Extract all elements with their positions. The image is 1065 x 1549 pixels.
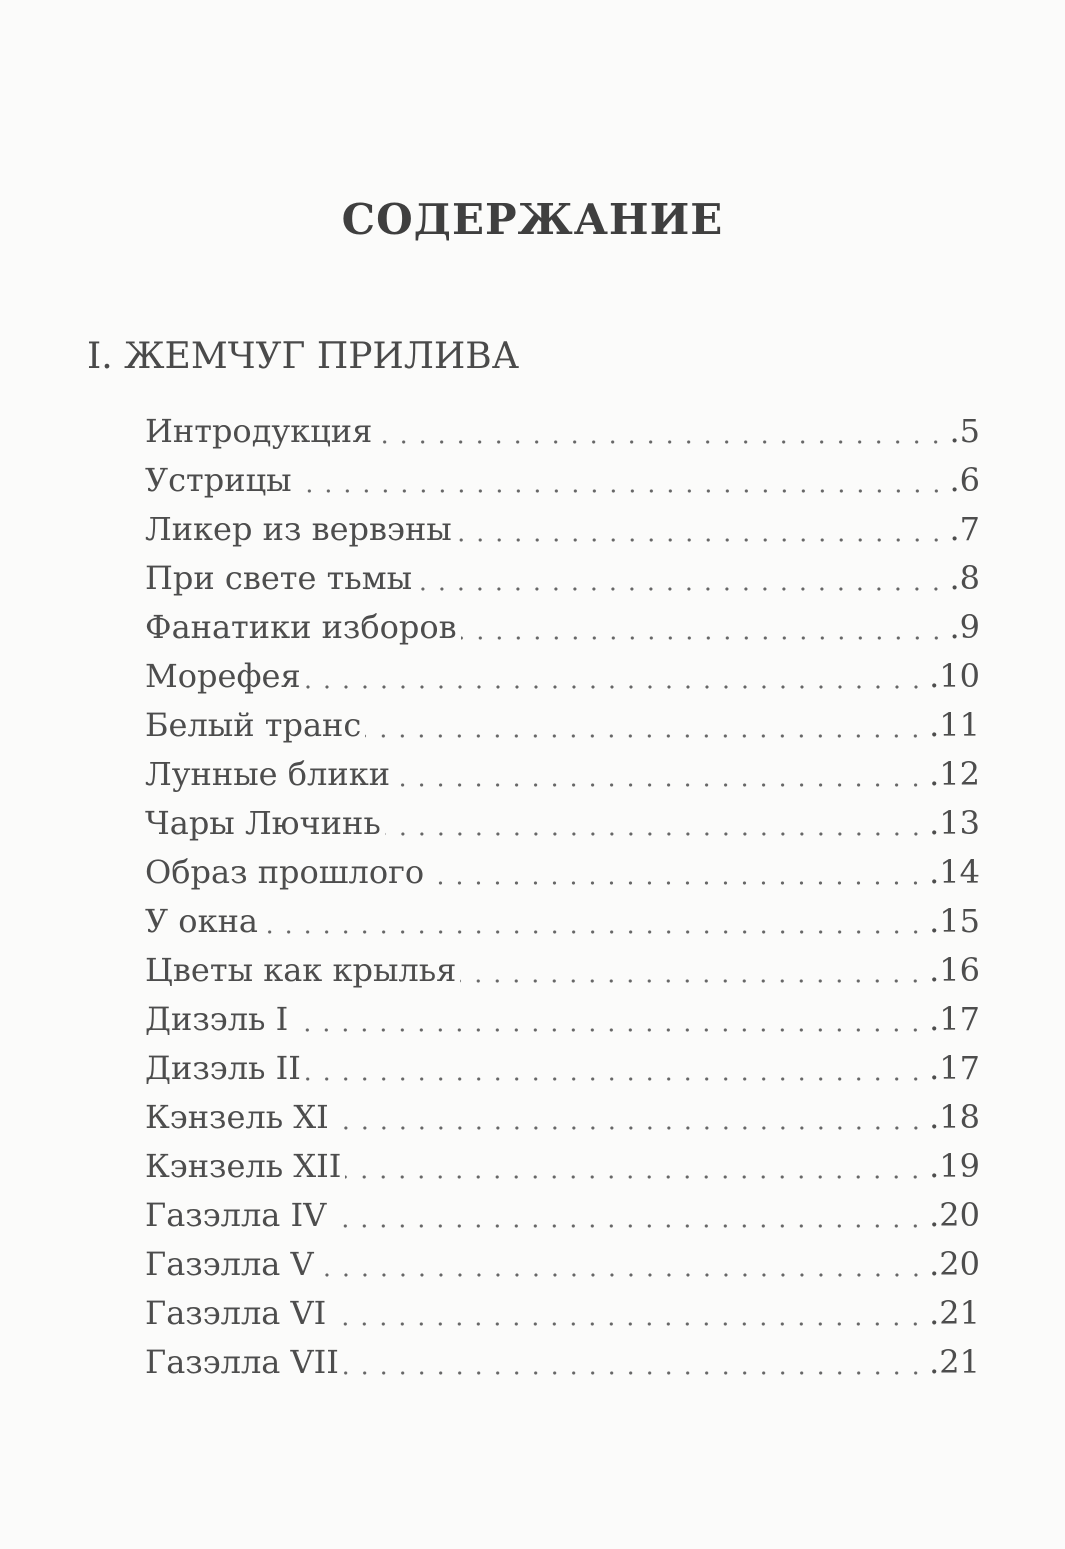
toc-entry-title: Интродукция (145, 412, 373, 450)
toc-entry (145, 995, 980, 1044)
toc-entry-page-number: .15 (929, 902, 980, 940)
toc-entry-page-number: .13 (929, 804, 980, 842)
toc-entry-page-number: .6 (949, 461, 980, 499)
toc-entry-title: При свете тьмы (145, 559, 413, 597)
toc-entry-title: Кэнзель XI (145, 1098, 329, 1136)
toc-entry-page-number: .11 (929, 706, 980, 744)
toc-entry-title: Газэлла IV (145, 1196, 327, 1234)
dot-leader (305, 1077, 925, 1081)
toc-entry-title: Образ прошлого (145, 853, 425, 891)
toc-entry-page-number: .21 (929, 1294, 980, 1332)
table-of-contents (145, 407, 980, 1387)
toc-entry-page-number: .18 (929, 1098, 980, 1136)
toc-entry (145, 1289, 980, 1338)
dot-leader (365, 734, 925, 738)
dot-leader (461, 636, 946, 640)
toc-entry (145, 799, 980, 848)
toc-entry-title: Фанатики изборов (145, 608, 457, 646)
dot-leader (296, 489, 946, 493)
toc-entry-page-number: .17 (929, 1000, 980, 1038)
toc-entry-title: Морефея (145, 657, 301, 695)
toc-entry-title: Ликер из вервэны (145, 510, 452, 548)
toc-entry-page-number: .21 (929, 1343, 980, 1381)
toc-entry (145, 1044, 980, 1093)
toc-entry (145, 1240, 980, 1289)
toc-entry-page-number: .16 (929, 951, 980, 989)
toc-entry-title: Газэлла VI (145, 1294, 327, 1332)
toc-entry-title: Цветы как крылья (145, 951, 457, 989)
dot-leader (456, 538, 946, 542)
toc-entry-page-number: .12 (929, 755, 980, 793)
dot-leader (333, 1126, 925, 1130)
toc-entry (145, 1093, 980, 1142)
dot-leader (305, 685, 925, 689)
toc-entry-page-number: .10 (929, 657, 980, 695)
toc-entry-page-number: .8 (949, 559, 980, 597)
dot-leader (330, 1322, 925, 1326)
toc-entry (145, 701, 980, 750)
toc-entry-title: У окна (145, 902, 258, 940)
section-title: I. ЖЕМЧУГ ПРИЛИВА (87, 336, 519, 377)
dot-leader (318, 1273, 925, 1277)
toc-entry-title: Лунные блики (145, 755, 391, 793)
toc-entry (145, 1338, 980, 1387)
dot-leader (345, 1175, 925, 1179)
toc-entry-title: Газэлла V (145, 1245, 314, 1283)
toc-entry (145, 750, 980, 799)
toc-entry (145, 456, 980, 505)
toc-entry-page-number: .14 (929, 853, 980, 891)
dot-leader (376, 440, 945, 444)
toc-entry-title: Газэлла VII (145, 1343, 339, 1381)
dot-leader (428, 881, 925, 885)
toc-entry-page-number: .20 (929, 1245, 980, 1283)
toc-entry-page-number: .5 (949, 412, 980, 450)
toc-entry-title: Кэнзель XII (145, 1147, 342, 1185)
toc-entry (145, 946, 980, 995)
dot-leader (394, 783, 925, 787)
toc-entry-page-number: .20 (929, 1196, 980, 1234)
dot-leader (343, 1371, 925, 1375)
toc-entry (145, 652, 980, 701)
toc-entry (145, 407, 980, 456)
toc-entry-page-number: .9 (949, 608, 980, 646)
dot-leader (460, 979, 925, 983)
dot-leader (385, 832, 925, 836)
toc-entry-page-number: .7 (949, 510, 980, 548)
page-title: СОДЕРЖАНИЕ (341, 195, 724, 244)
toc-entry-title: Чары Лючинь (145, 804, 381, 842)
dot-leader (330, 1224, 925, 1228)
toc-entry (145, 897, 980, 946)
dot-leader (416, 587, 945, 591)
toc-entry-title: Дизэль II (145, 1049, 301, 1087)
toc-entry (145, 505, 980, 554)
toc-entry-title: Дизэль I (145, 1000, 289, 1038)
dot-leader (292, 1028, 925, 1032)
toc-entry (145, 554, 980, 603)
toc-entry (145, 603, 980, 652)
toc-entry-title: Устрицы (145, 461, 292, 499)
toc-entry (145, 848, 980, 897)
toc-entry (145, 1142, 980, 1191)
dot-leader (262, 930, 925, 934)
toc-entry (145, 1191, 980, 1240)
toc-entry-title: Белый транс (145, 706, 362, 744)
toc-entry-page-number: .19 (929, 1147, 980, 1185)
toc-entry-page-number: .17 (929, 1049, 980, 1087)
